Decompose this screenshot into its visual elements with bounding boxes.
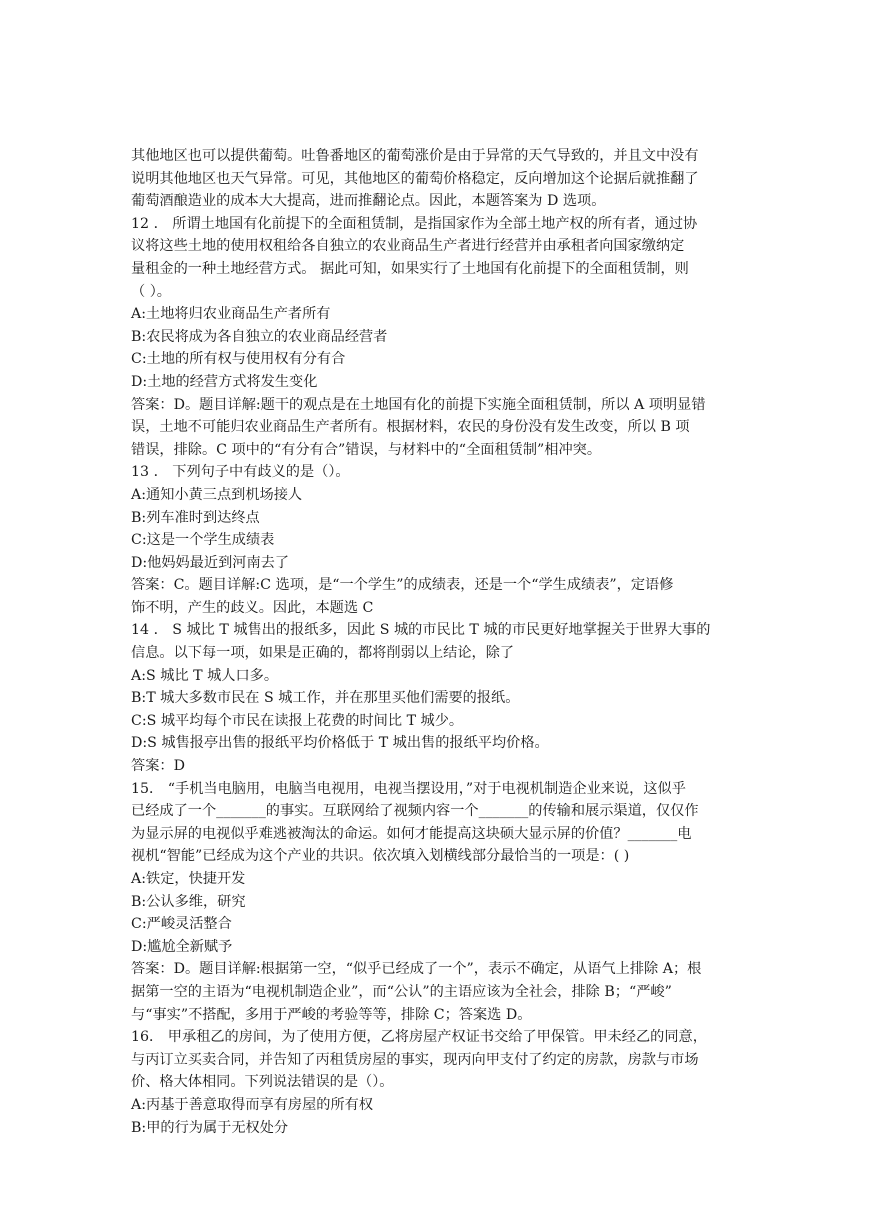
text-line: D:土地的经营方式将发生变化 — [131, 373, 318, 390]
text-line: 与丙订立买卖合同，并告知了丙租赁房屋的事实，现丙向甲支付了约定的房款，房款与市场 — [131, 1051, 699, 1068]
text-line: 16． 甲承租乙的房间，为了使用方便，乙将房屋产权证书交给了甲保管。甲未经乙的同意， — [131, 1029, 707, 1046]
text-line: 据第一空的主语为“电视机制造企业”，而“公认”的主语应该为全社会，排除 B；“严峻” — [131, 983, 672, 1000]
text-line: A:通知小黄三点到机场接人 — [131, 486, 303, 503]
text-line: 14 ． S 城比 T 城售出的报纸多，因此 S 城的市民比 T 城的市民更好地掌握关于世界大事的 — [131, 622, 711, 639]
text-line: 饰不明，产生的歧义。因此，本题选 C — [131, 599, 374, 616]
text-line: 答案：D。题目详解:根据第一空，“似乎已经成了一个”，表示不确定，从语气上排除 A；根 — [131, 961, 702, 978]
text-line: 与“事实”不搭配，多用于严峻的考验等等，排除 C；答案选 D。 — [131, 1006, 532, 1023]
text-line: 13 ． 下列句子中有歧义的是（）。 — [131, 464, 350, 481]
text-line: 其他地区也可以提供葡萄。吐鲁番地区的葡萄涨价是由于异常的天气导致的，并且文中没有 — [131, 148, 699, 164]
text-line: 量租金的一种土地经营方式。 据此可知，如果实行了土地国有化前提下的全面租赁制，则 — [131, 260, 689, 277]
text-line: 错误，排除。C 项中的“有分有合”错误，与材料中的“全面租赁制”相冲突。 — [131, 441, 602, 458]
text-line: C:严峻灵活整合 — [131, 916, 232, 933]
text-line: 说明其他地区也天气异常。可见，其他地区的葡萄价格稳定，反向增加这个论据后就推翻了 — [131, 170, 699, 187]
text-line: D:他妈妈最近到河南去了 — [131, 554, 290, 571]
text-line: B:甲的行为属于无权处分 — [131, 1119, 289, 1136]
text-line: 议将这些土地的使用权租给各自独立的农业商品生产者进行经营并由承租者向国家缴纳定 — [131, 238, 685, 255]
text-line: C:这是一个学生成绩表 — [131, 532, 275, 549]
text-line: A:土地将归农业商品生产者所有 — [131, 306, 331, 323]
text-line: 答案：D — [131, 758, 185, 775]
text-line: C:土地的所有权与使用权有分有合 — [131, 351, 346, 368]
text-line: B:农民将成为各自独立的农业商品经营者 — [131, 328, 388, 345]
text-line: 葡萄酒酿造业的成本大大提高，进而推翻论点。因此，本题答案为 D 选项。 — [131, 193, 606, 210]
text-line: 视机“智能”已经成为这个产业的共识。依次填入划横线部分最恰当的一项是：( ) — [131, 848, 630, 865]
text-line: 答案：C。题目详解:C 选项，是“一个学生”的成绩表，还是一个“学生成绩表”，定语修 — [131, 577, 674, 594]
text-line: 为显示屏的电视似乎难逃被淘汰的命运。如何才能提高这块硕大显示屏的价值？_______电 — [131, 825, 692, 842]
text-line: 答案：D。题目详解:题干的观点是在土地国有化的前提下实施全面租赁制，所以 A 项明显错 — [131, 396, 706, 413]
text-line: A:S 城比 T 城人口多。 — [131, 667, 279, 684]
text-line: D:尴尬全新赋予 — [131, 938, 233, 955]
text-line: A:铁定，快捷开发 — [131, 871, 246, 887]
text-line: B:公认多维，研究 — [131, 893, 246, 910]
text-line: 误，土地不可能归农业商品生产者所有。根据材料，农民的身份没有发生改变，所以 B 项 — [131, 419, 690, 436]
text-line: 12 ． 所谓土地国有化前提下的全面租赁制，是指国家作为全部土地产权的所有者，通过协 — [131, 215, 698, 232]
text-line: B:列车准时到达终点 — [131, 509, 260, 526]
text-line: B:T 城大多数市民在 S 城工作，并在那里买他们需要的报纸。 — [131, 690, 520, 707]
text-line: 15． “手机当电脑用，电脑当电视用，电视当摆设用，”对于电视机制造企业来说，这似乎 — [131, 780, 686, 797]
text-line: D:S 城售报亭出售的报纸平均价格低于 T 城出售的报纸平均价格。 — [131, 735, 549, 752]
text-line: 信息。以下每一项，如果是正确的，都将削弱以上结论，除了 — [131, 645, 515, 662]
text-line: 已经成了一个_______的事实。互联网给了视频内容一个_______的传输和展示渠道，仅仅作 — [131, 803, 699, 820]
document-body — [131, 145, 741, 1139]
text-line: 价、格大体相同。下列说法错误的是（）。 — [131, 1074, 394, 1091]
text-line: （ ）。 — [131, 283, 171, 300]
text-line: C:S 城平均每个市民在读报上花费的时间比 T 城少。 — [131, 712, 464, 729]
text-line: A:丙基于善意取得而享有房屋的所有权 — [131, 1096, 374, 1113]
